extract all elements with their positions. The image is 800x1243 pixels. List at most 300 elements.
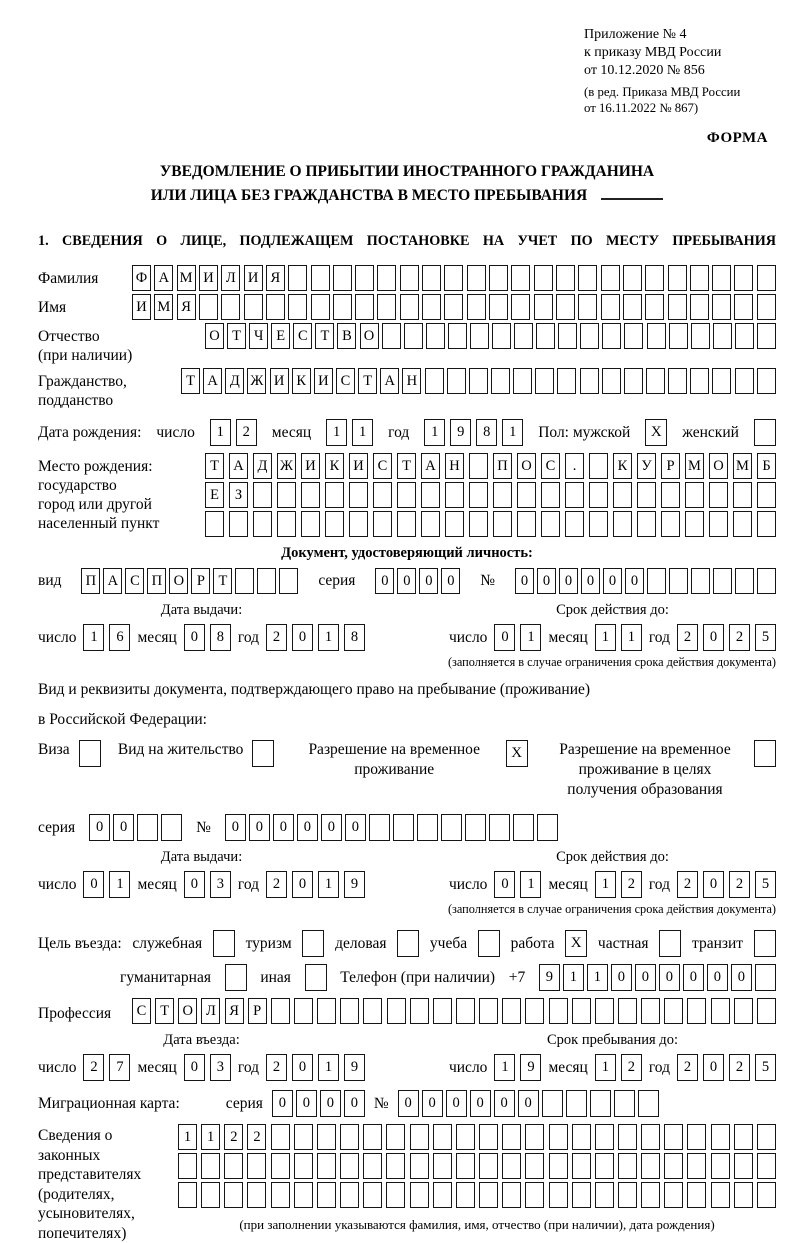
char-cell[interactable]: А: [154, 265, 173, 291]
char-cell[interactable]: Т: [358, 368, 377, 394]
temp-residence-checkbox[interactable]: X: [506, 740, 528, 767]
char-cell[interactable]: [340, 998, 359, 1024]
char-cell[interactable]: 0: [320, 1090, 341, 1117]
char-cell[interactable]: [589, 511, 608, 537]
char-cell[interactable]: 0: [703, 871, 724, 898]
char-cell[interactable]: 0: [297, 814, 318, 841]
char-cell[interactable]: К: [292, 368, 311, 394]
char-cell[interactable]: Ф: [132, 265, 151, 291]
char-cell[interactable]: [618, 998, 637, 1024]
char-cell[interactable]: [444, 265, 463, 291]
char-cell[interactable]: [566, 1090, 587, 1117]
char-cell[interactable]: А: [421, 453, 440, 479]
char-cell[interactable]: [479, 1153, 498, 1179]
char-cell[interactable]: 1: [587, 964, 608, 991]
char-cell[interactable]: [178, 1153, 197, 1179]
char-cell[interactable]: [517, 482, 536, 508]
char-cell[interactable]: [595, 1153, 614, 1179]
char-cell[interactable]: [711, 1153, 730, 1179]
char-cell[interactable]: М: [685, 453, 704, 479]
char-cell[interactable]: 0: [635, 964, 656, 991]
char-cell[interactable]: 5: [755, 1054, 776, 1081]
char-cell[interactable]: [469, 482, 488, 508]
char-cell[interactable]: [734, 294, 753, 320]
char-cell[interactable]: 2: [621, 871, 642, 898]
char-cell[interactable]: [404, 323, 423, 349]
char-cell[interactable]: 0: [273, 814, 294, 841]
char-cell[interactable]: [757, 568, 776, 594]
char-cell[interactable]: [572, 998, 591, 1024]
char-cell[interactable]: [340, 1182, 359, 1208]
char-cell[interactable]: [224, 1153, 243, 1179]
char-cell[interactable]: [445, 511, 464, 537]
char-cell[interactable]: [578, 294, 597, 320]
char-cell[interactable]: Н: [445, 453, 464, 479]
char-cell[interactable]: [735, 568, 754, 594]
char-cell[interactable]: [556, 265, 575, 291]
char-cell[interactable]: [590, 1090, 611, 1117]
char-cell[interactable]: [537, 814, 558, 841]
char-cell[interactable]: 1: [502, 419, 523, 446]
char-cell[interactable]: [422, 294, 441, 320]
char-cell[interactable]: 0: [559, 568, 578, 594]
char-cell[interactable]: Д: [225, 368, 244, 394]
char-cell[interactable]: [525, 1153, 544, 1179]
char-cell[interactable]: Ч: [249, 323, 268, 349]
char-cell[interactable]: [397, 482, 416, 508]
char-cell[interactable]: [712, 368, 731, 394]
char-cell[interactable]: [400, 265, 419, 291]
char-cell[interactable]: [578, 265, 597, 291]
char-cell[interactable]: 2: [621, 1054, 642, 1081]
char-cell[interactable]: [624, 323, 643, 349]
char-cell[interactable]: 2: [677, 1054, 698, 1081]
char-cell[interactable]: [549, 1124, 568, 1150]
char-cell[interactable]: [734, 1124, 753, 1150]
char-cell[interactable]: С: [373, 453, 392, 479]
char-cell[interactable]: [735, 323, 754, 349]
char-cell[interactable]: [363, 1153, 382, 1179]
char-cell[interactable]: [355, 265, 374, 291]
char-cell[interactable]: О: [205, 323, 224, 349]
purpose-private-checkbox[interactable]: [659, 930, 681, 957]
char-cell[interactable]: [479, 1124, 498, 1150]
char-cell[interactable]: 2: [83, 1054, 104, 1081]
char-cell[interactable]: [456, 998, 475, 1024]
char-cell[interactable]: Т: [227, 323, 246, 349]
char-cell[interactable]: [641, 1124, 660, 1150]
char-cell[interactable]: [757, 1153, 776, 1179]
char-cell[interactable]: И: [314, 368, 333, 394]
char-cell[interactable]: 9: [344, 1054, 365, 1081]
char-cell[interactable]: Р: [248, 998, 267, 1024]
char-cell[interactable]: Е: [205, 482, 224, 508]
char-cell[interactable]: [556, 294, 575, 320]
char-cell[interactable]: 0: [703, 1054, 724, 1081]
char-cell[interactable]: В: [337, 323, 356, 349]
char-cell[interactable]: 0: [446, 1090, 467, 1117]
char-cell[interactable]: [492, 323, 511, 349]
char-cell[interactable]: [647, 568, 666, 594]
char-cell[interactable]: [690, 368, 709, 394]
char-cell[interactable]: [514, 323, 533, 349]
char-cell[interactable]: [373, 482, 392, 508]
char-cell[interactable]: [637, 482, 656, 508]
char-cell[interactable]: 0: [683, 964, 704, 991]
char-cell[interactable]: [373, 511, 392, 537]
char-cell[interactable]: [349, 482, 368, 508]
char-cell[interactable]: [623, 294, 642, 320]
char-cell[interactable]: Л: [201, 998, 220, 1024]
char-cell[interactable]: [669, 568, 688, 594]
char-cell[interactable]: [294, 1153, 313, 1179]
char-cell[interactable]: Ж: [277, 453, 296, 479]
char-cell[interactable]: [685, 511, 704, 537]
char-cell[interactable]: [525, 1182, 544, 1208]
char-cell[interactable]: [685, 482, 704, 508]
char-cell[interactable]: [613, 511, 632, 537]
char-cell[interactable]: [735, 368, 754, 394]
char-cell[interactable]: [757, 323, 776, 349]
char-cell[interactable]: [469, 453, 488, 479]
char-cell[interactable]: [441, 814, 462, 841]
char-cell[interactable]: 8: [344, 624, 365, 651]
char-cell[interactable]: 1: [595, 624, 616, 651]
char-cell[interactable]: С: [541, 453, 560, 479]
char-cell[interactable]: [410, 998, 429, 1024]
char-cell[interactable]: Р: [191, 568, 210, 594]
char-cell[interactable]: 1: [424, 419, 445, 446]
char-cell[interactable]: С: [293, 323, 312, 349]
char-cell[interactable]: [447, 368, 466, 394]
char-cell[interactable]: [277, 482, 296, 508]
char-cell[interactable]: А: [380, 368, 399, 394]
char-cell[interactable]: [595, 1182, 614, 1208]
char-cell[interactable]: [393, 814, 414, 841]
char-cell[interactable]: Н: [402, 368, 421, 394]
char-cell[interactable]: [469, 511, 488, 537]
char-cell[interactable]: С: [125, 568, 144, 594]
char-cell[interactable]: [266, 294, 285, 320]
char-cell[interactable]: [624, 368, 643, 394]
char-cell[interactable]: [201, 1182, 220, 1208]
char-cell[interactable]: 0: [272, 1090, 293, 1117]
char-cell[interactable]: [557, 368, 576, 394]
char-cell[interactable]: 0: [296, 1090, 317, 1117]
char-cell[interactable]: 0: [249, 814, 270, 841]
char-cell[interactable]: [377, 294, 396, 320]
char-cell[interactable]: [479, 998, 498, 1024]
char-cell[interactable]: [301, 511, 320, 537]
char-cell[interactable]: 1: [210, 419, 231, 446]
char-cell[interactable]: Е: [271, 323, 290, 349]
char-cell[interactable]: [641, 1153, 660, 1179]
char-cell[interactable]: [479, 1182, 498, 1208]
char-cell[interactable]: [277, 511, 296, 537]
char-cell[interactable]: [311, 294, 330, 320]
char-cell[interactable]: Б: [757, 453, 776, 479]
visa-checkbox[interactable]: [79, 740, 101, 767]
char-cell[interactable]: [489, 814, 510, 841]
char-cell[interactable]: [410, 1153, 429, 1179]
char-cell[interactable]: [317, 1153, 336, 1179]
char-cell[interactable]: [386, 1124, 405, 1150]
char-cell[interactable]: [445, 482, 464, 508]
char-cell[interactable]: Л: [221, 265, 240, 291]
char-cell[interactable]: [709, 482, 728, 508]
char-cell[interactable]: М: [177, 265, 196, 291]
char-cell[interactable]: [641, 998, 660, 1024]
char-cell[interactable]: [709, 511, 728, 537]
char-cell[interactable]: А: [103, 568, 122, 594]
char-cell[interactable]: 0: [398, 1090, 419, 1117]
char-cell[interactable]: 0: [494, 871, 515, 898]
char-cell[interactable]: [687, 998, 706, 1024]
sex-female-checkbox[interactable]: [754, 419, 776, 446]
char-cell[interactable]: [271, 998, 290, 1024]
char-cell[interactable]: 0: [581, 568, 600, 594]
char-cell[interactable]: [668, 294, 687, 320]
char-cell[interactable]: У: [637, 453, 656, 479]
char-cell[interactable]: [511, 294, 530, 320]
char-cell[interactable]: [201, 1153, 220, 1179]
char-cell[interactable]: [421, 511, 440, 537]
char-cell[interactable]: [580, 368, 599, 394]
char-cell[interactable]: [433, 998, 452, 1024]
char-cell[interactable]: 0: [344, 1090, 365, 1117]
char-cell[interactable]: [311, 265, 330, 291]
char-cell[interactable]: 2: [677, 624, 698, 651]
char-cell[interactable]: 2: [247, 1124, 266, 1150]
char-cell[interactable]: С: [132, 998, 151, 1024]
char-cell[interactable]: [333, 265, 352, 291]
char-cell[interactable]: Т: [315, 323, 334, 349]
char-cell[interactable]: [369, 814, 390, 841]
char-cell[interactable]: Д: [253, 453, 272, 479]
char-cell[interactable]: [294, 998, 313, 1024]
char-cell[interactable]: 1: [621, 624, 642, 651]
char-cell[interactable]: [456, 1153, 475, 1179]
char-cell[interactable]: [549, 998, 568, 1024]
char-cell[interactable]: Т: [397, 453, 416, 479]
char-cell[interactable]: [456, 1182, 475, 1208]
char-cell[interactable]: [288, 265, 307, 291]
char-cell[interactable]: 2: [266, 624, 287, 651]
char-cell[interactable]: [541, 482, 560, 508]
char-cell[interactable]: [664, 1153, 683, 1179]
char-cell[interactable]: [317, 1182, 336, 1208]
char-cell[interactable]: 1: [318, 1054, 339, 1081]
char-cell[interactable]: [589, 482, 608, 508]
char-cell[interactable]: [595, 998, 614, 1024]
char-cell[interactable]: [325, 482, 344, 508]
char-cell[interactable]: Т: [181, 368, 200, 394]
char-cell[interactable]: [433, 1124, 452, 1150]
char-cell[interactable]: [525, 1124, 544, 1150]
char-cell[interactable]: Я: [266, 265, 285, 291]
char-cell[interactable]: О: [178, 998, 197, 1024]
char-cell[interactable]: [712, 265, 731, 291]
char-cell[interactable]: 2: [266, 1054, 287, 1081]
char-cell[interactable]: 0: [494, 624, 515, 651]
char-cell[interactable]: [467, 265, 486, 291]
purpose-commercial-checkbox[interactable]: [397, 930, 419, 957]
char-cell[interactable]: [525, 998, 544, 1024]
char-cell[interactable]: 0: [292, 871, 313, 898]
char-cell[interactable]: А: [203, 368, 222, 394]
char-cell[interactable]: П: [493, 453, 512, 479]
char-cell[interactable]: [755, 964, 776, 991]
char-cell[interactable]: [199, 294, 218, 320]
char-cell[interactable]: [661, 482, 680, 508]
char-cell[interactable]: 8: [210, 624, 231, 651]
char-cell[interactable]: [712, 294, 731, 320]
char-cell[interactable]: [572, 1153, 591, 1179]
char-cell[interactable]: [757, 368, 776, 394]
residence-permit-checkbox[interactable]: [252, 740, 274, 767]
char-cell[interactable]: [641, 1182, 660, 1208]
char-cell[interactable]: А: [229, 453, 248, 479]
char-cell[interactable]: [668, 368, 687, 394]
char-cell[interactable]: [734, 1153, 753, 1179]
char-cell[interactable]: 0: [397, 568, 416, 594]
char-cell[interactable]: 2: [729, 871, 750, 898]
char-cell[interactable]: [244, 294, 263, 320]
char-cell[interactable]: 0: [292, 1054, 313, 1081]
char-cell[interactable]: [294, 1182, 313, 1208]
char-cell[interactable]: [317, 998, 336, 1024]
char-cell[interactable]: И: [301, 453, 320, 479]
char-cell[interactable]: [589, 453, 608, 479]
char-cell[interactable]: 0: [707, 964, 728, 991]
char-cell[interactable]: [691, 323, 710, 349]
char-cell[interactable]: 1: [352, 419, 373, 446]
char-cell[interactable]: 0: [603, 568, 622, 594]
char-cell[interactable]: 1: [326, 419, 347, 446]
char-cell[interactable]: Я: [177, 294, 196, 320]
char-cell[interactable]: [565, 482, 584, 508]
char-cell[interactable]: 1: [318, 871, 339, 898]
char-cell[interactable]: [253, 511, 272, 537]
char-cell[interactable]: [664, 998, 683, 1024]
char-cell[interactable]: [433, 1153, 452, 1179]
char-cell[interactable]: [711, 998, 730, 1024]
char-cell[interactable]: О: [517, 453, 536, 479]
char-cell[interactable]: [687, 1153, 706, 1179]
char-cell[interactable]: [572, 1182, 591, 1208]
char-cell[interactable]: [235, 568, 254, 594]
char-cell[interactable]: [613, 482, 632, 508]
char-cell[interactable]: [161, 814, 182, 841]
char-cell[interactable]: [534, 294, 553, 320]
char-cell[interactable]: 0: [375, 568, 394, 594]
temp-residence-edu-checkbox[interactable]: [754, 740, 776, 767]
char-cell[interactable]: 5: [755, 871, 776, 898]
char-cell[interactable]: 0: [184, 1054, 205, 1081]
char-cell[interactable]: К: [613, 453, 632, 479]
char-cell[interactable]: 0: [321, 814, 342, 841]
char-cell[interactable]: [493, 511, 512, 537]
char-cell[interactable]: [601, 265, 620, 291]
char-cell[interactable]: 0: [611, 964, 632, 991]
char-cell[interactable]: 2: [224, 1124, 243, 1150]
char-cell[interactable]: [669, 323, 688, 349]
char-cell[interactable]: [448, 323, 467, 349]
char-cell[interactable]: [645, 294, 664, 320]
char-cell[interactable]: [397, 511, 416, 537]
purpose-study-checkbox[interactable]: [478, 930, 500, 957]
char-cell[interactable]: 9: [520, 1054, 541, 1081]
char-cell[interactable]: [271, 1182, 290, 1208]
char-cell[interactable]: [467, 294, 486, 320]
char-cell[interactable]: И: [132, 294, 151, 320]
char-cell[interactable]: 0: [113, 814, 134, 841]
char-cell[interactable]: 0: [292, 624, 313, 651]
char-cell[interactable]: 0: [422, 1090, 443, 1117]
char-cell[interactable]: [205, 511, 224, 537]
char-cell[interactable]: З: [229, 482, 248, 508]
char-cell[interactable]: [757, 265, 776, 291]
char-cell[interactable]: [493, 482, 512, 508]
char-cell[interactable]: [333, 294, 352, 320]
char-cell[interactable]: [294, 1124, 313, 1150]
char-cell[interactable]: 0: [89, 814, 110, 841]
char-cell[interactable]: [317, 1124, 336, 1150]
char-cell[interactable]: О: [360, 323, 379, 349]
char-cell[interactable]: [502, 1153, 521, 1179]
char-cell[interactable]: [687, 1182, 706, 1208]
char-cell[interactable]: [757, 294, 776, 320]
char-cell[interactable]: [549, 1182, 568, 1208]
char-cell[interactable]: [661, 511, 680, 537]
char-cell[interactable]: Т: [205, 453, 224, 479]
char-cell[interactable]: О: [709, 453, 728, 479]
char-cell[interactable]: [733, 511, 752, 537]
char-cell[interactable]: [618, 1182, 637, 1208]
char-cell[interactable]: [349, 511, 368, 537]
char-cell[interactable]: [602, 323, 621, 349]
char-cell[interactable]: О: [169, 568, 188, 594]
sex-male-checkbox[interactable]: X: [645, 419, 667, 446]
char-cell[interactable]: [386, 1182, 405, 1208]
char-cell[interactable]: [690, 294, 709, 320]
char-cell[interactable]: 2: [236, 419, 257, 446]
char-cell[interactable]: [425, 368, 444, 394]
char-cell[interactable]: [691, 568, 710, 594]
char-cell[interactable]: 2: [677, 871, 698, 898]
char-cell[interactable]: [517, 511, 536, 537]
char-cell[interactable]: .: [565, 453, 584, 479]
char-cell[interactable]: [382, 323, 401, 349]
char-cell[interactable]: 0: [184, 624, 205, 651]
char-cell[interactable]: [502, 1182, 521, 1208]
char-cell[interactable]: 0: [345, 814, 366, 841]
char-cell[interactable]: 5: [755, 624, 776, 651]
char-cell[interactable]: [664, 1182, 683, 1208]
char-cell[interactable]: [502, 998, 521, 1024]
char-cell[interactable]: [668, 265, 687, 291]
char-cell[interactable]: [410, 1182, 429, 1208]
char-cell[interactable]: [491, 368, 510, 394]
char-cell[interactable]: [340, 1153, 359, 1179]
char-cell[interactable]: 0: [703, 624, 724, 651]
char-cell[interactable]: [757, 1124, 776, 1150]
purpose-humanitarian-checkbox[interactable]: [225, 964, 247, 991]
char-cell[interactable]: И: [199, 265, 218, 291]
char-cell[interactable]: Р: [661, 453, 680, 479]
char-cell[interactable]: [288, 294, 307, 320]
char-cell[interactable]: [572, 1124, 591, 1150]
